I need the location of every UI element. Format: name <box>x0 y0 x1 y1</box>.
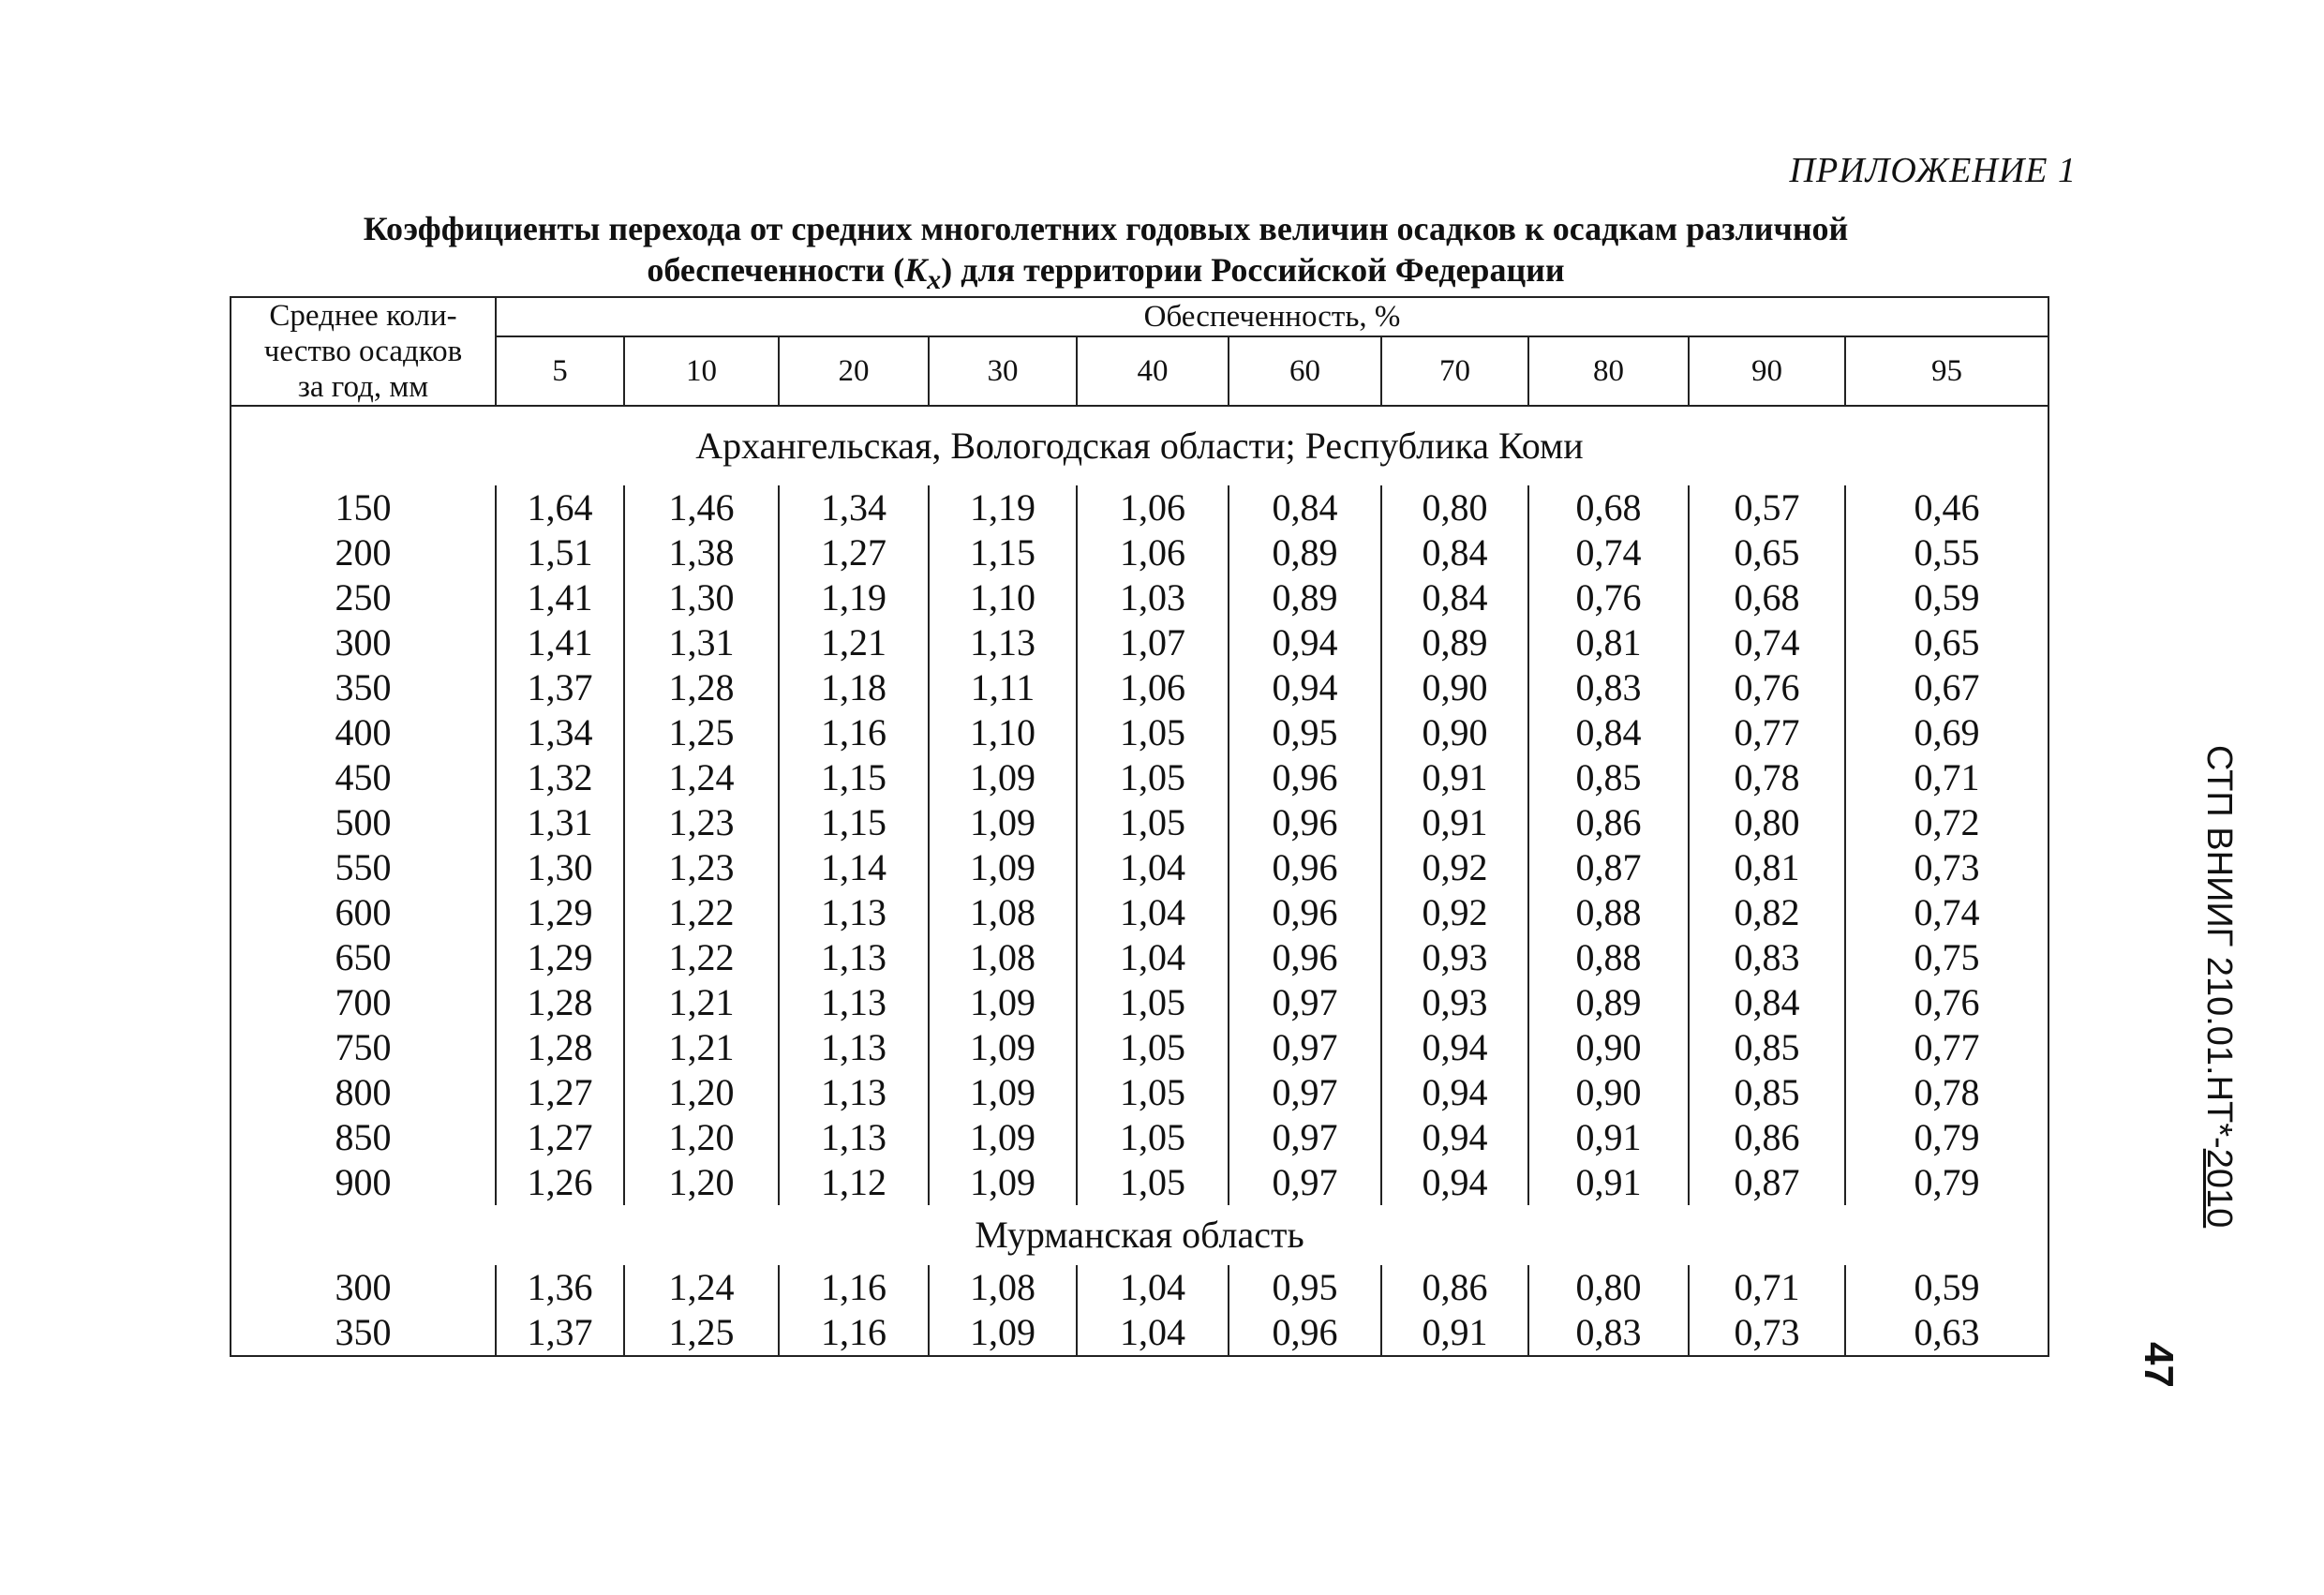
coefficient-cell: 0,92 <box>1381 890 1528 935</box>
coefficient-cell: 1,07 <box>1077 620 1229 665</box>
coefficient-cell: 1,05 <box>1077 800 1229 845</box>
coefficient-cell: 0,74 <box>1845 890 2048 935</box>
coefficient-cell: 0,71 <box>1845 755 2048 800</box>
coefficients-table <box>230 296 2049 1357</box>
coefficient-cell: 0,83 <box>1689 935 1845 980</box>
coefficient-cell: 0,97 <box>1229 1160 1381 1205</box>
coefficient-cell: 0,90 <box>1381 665 1528 710</box>
table-title <box>225 208 1987 301</box>
coefficient-cell: 1,09 <box>929 1310 1077 1356</box>
coefficient-cell: 0,81 <box>1689 845 1845 890</box>
coefficient-cell: 0,94 <box>1381 1115 1528 1160</box>
coefficient-cell: 0,90 <box>1381 710 1528 755</box>
coefficient-cell: 0,85 <box>1528 755 1689 800</box>
coefficient-cell: 0,85 <box>1689 1025 1845 1070</box>
coefficient-cell: 1,09 <box>929 1115 1077 1160</box>
coefficient-cell: 1,16 <box>779 1310 929 1356</box>
coefficient-cell: 0,94 <box>1229 620 1381 665</box>
coefficient-cell: 1,29 <box>496 890 624 935</box>
coefficient-cell: 0,94 <box>1381 1160 1528 1205</box>
coefficient-cell: 1,24 <box>624 755 779 800</box>
coefficient-cell: 1,12 <box>779 1160 929 1205</box>
coefficient-cell: 1,26 <box>496 1160 624 1205</box>
coefficient-cell: 1,05 <box>1077 1160 1229 1205</box>
coefficient-cell: 0,79 <box>1845 1115 2048 1160</box>
coefficient-cell: 0,65 <box>1689 530 1845 575</box>
coefficient-cell: 0,76 <box>1528 575 1689 620</box>
title-line-1: Коэффициенты перехода от средних многолетних годовых величин осадков к осадкам различной <box>363 210 1849 247</box>
table-row <box>231 845 2048 890</box>
table-row <box>231 710 2048 755</box>
coefficient-cell: 1,31 <box>624 620 779 665</box>
coefficient-cell: 1,05 <box>1077 1115 1229 1160</box>
coefficient-cell: 0,82 <box>1689 890 1845 935</box>
coefficient-cell: 1,05 <box>1077 1025 1229 1070</box>
coefficient-cell: 0,89 <box>1229 530 1381 575</box>
row-precipitation-value: 300 <box>335 621 392 663</box>
coefficient-cell: 0,95 <box>1229 710 1381 755</box>
coefficient-cell: 1,37 <box>496 1310 624 1356</box>
coefficient-cell: 0,96 <box>1229 890 1381 935</box>
header-col: 60 <box>1229 336 1381 406</box>
coefficient-cell: 1,10 <box>929 575 1077 620</box>
coefficient-cell: 0,89 <box>1528 980 1689 1025</box>
header-col: 90 <box>1689 336 1845 406</box>
coefficient-cell: 1,19 <box>779 575 929 620</box>
coefficient-cell: 1,64 <box>496 485 624 530</box>
table-row <box>231 800 2048 845</box>
coefficient-cell: 0,94 <box>1381 1025 1528 1070</box>
coefficient-cell: 0,83 <box>1528 665 1689 710</box>
coefficient-cell: 0,78 <box>1689 755 1845 800</box>
coefficient-cell: 1,13 <box>779 1115 929 1160</box>
coefficient-cell: 1,19 <box>929 485 1077 530</box>
table-row <box>231 890 2048 935</box>
coefficient-cell: 1,18 <box>779 665 929 710</box>
coefficient-cell: 1,09 <box>929 755 1077 800</box>
row-precipitation-value: 200 <box>335 531 392 574</box>
coefficient-cell: 1,15 <box>929 530 1077 575</box>
coefficient-cell: 0,76 <box>1689 665 1845 710</box>
coefficient-cell: 0,65 <box>1845 620 2048 665</box>
coefficient-cell: 1,22 <box>624 890 779 935</box>
coefficient-cell: 0,81 <box>1528 620 1689 665</box>
row-precipitation-value: 700 <box>335 981 392 1023</box>
table-row <box>231 530 2048 575</box>
coefficient-cell: 1,20 <box>624 1115 779 1160</box>
table-row <box>231 1160 2048 1205</box>
coefficient-cell: 1,16 <box>779 1265 929 1310</box>
coefficient-cell: 0,73 <box>1845 845 2048 890</box>
coefficient-cell: 1,04 <box>1077 845 1229 890</box>
coefficient-cell: 0,77 <box>1845 1025 2048 1070</box>
coefficient-cell: 1,16 <box>779 710 929 755</box>
coefficient-cell: 0,84 <box>1689 980 1845 1025</box>
coefficient-cell: 0,95 <box>1229 1265 1381 1310</box>
coefficient-cell: 0,97 <box>1229 1115 1381 1160</box>
page-number: 47 <box>2136 1342 2182 1388</box>
table-row <box>231 1265 2048 1310</box>
header-col: 70 <box>1381 336 1528 406</box>
coefficient-cell: 1,29 <box>496 935 624 980</box>
coefficient-cell: 1,06 <box>1077 485 1229 530</box>
header-col: 20 <box>779 336 929 406</box>
coefficient-cell: 0,73 <box>1689 1310 1845 1356</box>
coefficient-cell: 1,25 <box>624 710 779 755</box>
coefficient-cell: 1,04 <box>1077 1265 1229 1310</box>
coefficient-cell: 1,27 <box>496 1070 624 1115</box>
coefficient-cell: 0,85 <box>1689 1070 1845 1115</box>
coefficient-cell: 1,10 <box>929 710 1077 755</box>
coefficient-cell: 1,08 <box>929 935 1077 980</box>
coefficient-cell: 1,09 <box>929 800 1077 845</box>
coefficient-cell: 0,80 <box>1528 1265 1689 1310</box>
coefficient-cell: 0,79 <box>1845 1160 2048 1205</box>
coefficient-cell: 1,09 <box>929 1160 1077 1205</box>
coefficient-cell: 1,05 <box>1077 755 1229 800</box>
table-row <box>231 1070 2048 1115</box>
coefficient-cell: 1,28 <box>624 665 779 710</box>
region-row <box>231 1205 2048 1265</box>
row-precipitation-value: 300 <box>335 1266 392 1308</box>
coefficient-cell: 0,86 <box>1528 800 1689 845</box>
header-mean-precipitation: Среднее коли- чество осадков за год, мм <box>231 297 496 406</box>
coefficient-cell: 0,55 <box>1845 530 2048 575</box>
coefficient-cell: 1,46 <box>624 485 779 530</box>
table-row <box>231 1310 2048 1356</box>
coefficient-cell: 1,05 <box>1077 1070 1229 1115</box>
coefficient-cell: 1,09 <box>929 845 1077 890</box>
coefficient-cell: 1,23 <box>624 845 779 890</box>
coefficient-cell: 1,21 <box>624 1025 779 1070</box>
coefficient-cell: 1,09 <box>929 980 1077 1025</box>
table-row <box>231 665 2048 710</box>
coefficient-cell: 1,13 <box>779 935 929 980</box>
region-title: Архангельская, Вологодская области; Республика Коми <box>695 425 1584 467</box>
coefficient-cell: 1,20 <box>624 1160 779 1205</box>
coefficient-cell: 1,28 <box>496 980 624 1025</box>
coefficient-cell: 1,04 <box>1077 935 1229 980</box>
coefficient-cell: 1,03 <box>1077 575 1229 620</box>
coefficient-cell: 0,91 <box>1528 1115 1689 1160</box>
coefficient-cell: 0,72 <box>1845 800 2048 845</box>
coefficient-cell: 1,13 <box>779 1070 929 1115</box>
coefficient-cell: 0,74 <box>1528 530 1689 575</box>
coefficient-cell: 1,27 <box>779 530 929 575</box>
coefficient-cell: 0,97 <box>1229 1025 1381 1070</box>
region-row <box>231 406 2048 485</box>
coefficient-cell: 0,96 <box>1229 1310 1381 1356</box>
coefficient-cell: 1,11 <box>929 665 1077 710</box>
document-code-side: СТП ВНИИГ 210.01.НТ*-2010 <box>2199 745 2239 1229</box>
coefficient-cell: 0,83 <box>1528 1310 1689 1356</box>
coefficient-cell: 1,34 <box>779 485 929 530</box>
coefficient-cell: 0,88 <box>1528 890 1689 935</box>
table-row <box>231 935 2048 980</box>
coefficient-cell: 0,76 <box>1845 980 2048 1025</box>
coefficient-cell: 1,41 <box>496 620 624 665</box>
coefficient-cell: 0,96 <box>1229 800 1381 845</box>
table-row <box>231 980 2048 1025</box>
coefficient-cell: 1,05 <box>1077 980 1229 1025</box>
coefficient-cell: 1,24 <box>624 1265 779 1310</box>
coefficient-cell: 0,78 <box>1845 1070 2048 1115</box>
coefficient-cell: 1,21 <box>624 980 779 1025</box>
row-precipitation-value: 450 <box>335 756 392 798</box>
coefficient-cell: 1,20 <box>624 1070 779 1115</box>
row-precipitation-value: 800 <box>335 1071 392 1113</box>
coefficient-cell: 1,41 <box>496 575 624 620</box>
coefficient-cell: 0,80 <box>1381 485 1528 530</box>
coefficient-cell: 1,32 <box>496 755 624 800</box>
coefficient-cell: 0,59 <box>1845 575 2048 620</box>
coefficient-cell: 0,90 <box>1528 1070 1689 1115</box>
coefficient-cell: 0,91 <box>1381 800 1528 845</box>
header-col: 5 <box>496 336 624 406</box>
table-header <box>231 297 2048 406</box>
coefficient-cell: 1,34 <box>496 710 624 755</box>
coefficient-cell: 1,23 <box>624 800 779 845</box>
coefficient-cell: 0,84 <box>1381 575 1528 620</box>
coefficient-cell: 1,08 <box>929 1265 1077 1310</box>
coefficient-cell: 0,88 <box>1528 935 1689 980</box>
title-line-2: обеспеченности $(K_x)$ для территории Российской Федерации <box>647 251 1565 296</box>
row-precipitation-value: 350 <box>335 1311 392 1353</box>
coefficient-cell: 0,69 <box>1845 710 2048 755</box>
coefficient-cell: 1,28 <box>496 1025 624 1070</box>
row-precipitation-value: 900 <box>335 1161 392 1203</box>
coefficient-cell: 0,94 <box>1229 665 1381 710</box>
coefficient-cell: 0,97 <box>1229 1070 1381 1115</box>
row-precipitation-value: 350 <box>335 666 392 708</box>
coefficient-cell: 0,93 <box>1381 935 1528 980</box>
coefficient-cell: 0,86 <box>1381 1265 1528 1310</box>
coefficient-cell: 1,14 <box>779 845 929 890</box>
row-precipitation-value: 850 <box>335 1116 392 1158</box>
coefficient-cell: 1,27 <box>496 1115 624 1160</box>
coefficient-cell: 0,91 <box>1528 1160 1689 1205</box>
coefficient-cell: 0,91 <box>1381 755 1528 800</box>
coefficient-cell: 0,77 <box>1689 710 1845 755</box>
coefficient-cell: 0,63 <box>1845 1310 2048 1356</box>
coefficient-cell: 1,15 <box>779 800 929 845</box>
coefficient-cell: 0,68 <box>1689 575 1845 620</box>
coefficient-cell: 1,06 <box>1077 530 1229 575</box>
coefficient-cell: 1,09 <box>929 1070 1077 1115</box>
coefficient-cell: 1,30 <box>496 845 624 890</box>
coefficient-cell: 0,90 <box>1528 1025 1689 1070</box>
coefficient-cell: 0,75 <box>1845 935 2048 980</box>
coefficient-cell: 0,67 <box>1845 665 2048 710</box>
coefficient-cell: 0,74 <box>1689 620 1845 665</box>
coefficient-cell: 1,13 <box>929 620 1077 665</box>
row-precipitation-value: 750 <box>335 1026 392 1068</box>
coefficient-cell: 0,94 <box>1381 1070 1528 1115</box>
coefficient-cell: 0,80 <box>1689 800 1845 845</box>
coefficient-cell: 0,57 <box>1689 485 1845 530</box>
coefficient-cell: 0,86 <box>1689 1115 1845 1160</box>
coefficient-cell: 1,22 <box>624 935 779 980</box>
row-precipitation-value: 150 <box>335 486 392 529</box>
row-precipitation-value: 600 <box>335 891 392 933</box>
coefficient-cell: 0,46 <box>1845 485 2048 530</box>
table-row <box>231 485 2048 530</box>
coefficient-cell: 1,31 <box>496 800 624 845</box>
coefficient-cell: 1,04 <box>1077 1310 1229 1356</box>
coefficient-cell: 1,13 <box>779 890 929 935</box>
header-col: 40 <box>1077 336 1229 406</box>
row-precipitation-value: 400 <box>335 711 392 753</box>
coefficient-cell: 0,93 <box>1381 980 1528 1025</box>
coefficient-cell: 0,96 <box>1229 755 1381 800</box>
coefficient-cell: 1,38 <box>624 530 779 575</box>
coefficient-cell: 1,21 <box>779 620 929 665</box>
coefficient-cell: 0,92 <box>1381 845 1528 890</box>
coefficient-cell: 0,84 <box>1229 485 1381 530</box>
coefficient-cell: 0,96 <box>1229 845 1381 890</box>
coefficient-cell: 1,09 <box>929 1025 1077 1070</box>
coefficient-cell: 1,25 <box>624 1310 779 1356</box>
header-col: 80 <box>1528 336 1689 406</box>
row-precipitation-value: 550 <box>335 846 392 888</box>
header-col: 30 <box>929 336 1077 406</box>
coefficient-cell: 0,89 <box>1229 575 1381 620</box>
coefficient-cell: 0,97 <box>1229 980 1381 1025</box>
coefficient-cell: 0,96 <box>1229 935 1381 980</box>
row-precipitation-value: 650 <box>335 936 392 978</box>
row-precipitation-value: 500 <box>335 801 392 843</box>
coefficient-cell: 1,08 <box>929 890 1077 935</box>
table-row <box>231 755 2048 800</box>
header-col: 10 <box>624 336 779 406</box>
header-col: 95 <box>1845 336 2048 406</box>
coefficient-cell: 1,13 <box>779 1025 929 1070</box>
table-body <box>231 406 2048 1356</box>
coefficient-cell: 0,71 <box>1689 1265 1845 1310</box>
coefficient-cell: 1,13 <box>779 980 929 1025</box>
coefficient-cell: 1,36 <box>496 1265 624 1310</box>
appendix-label: ПРИЛОЖЕНИЕ 1 <box>1789 151 2077 190</box>
coefficient-cell: 1,15 <box>779 755 929 800</box>
header-probability-group: Обеспеченность, % <box>496 297 2048 336</box>
coefficient-cell: 0,91 <box>1381 1310 1528 1356</box>
coefficient-cell: 1,05 <box>1077 710 1229 755</box>
coefficient-cell: 1,37 <box>496 665 624 710</box>
coefficient-cell: 1,04 <box>1077 890 1229 935</box>
coefficient-cell: 0,87 <box>1528 845 1689 890</box>
table-row <box>231 620 2048 665</box>
coefficient-cell: 0,84 <box>1528 710 1689 755</box>
table-row <box>231 575 2048 620</box>
coefficient-cell: 0,84 <box>1381 530 1528 575</box>
row-precipitation-value: 250 <box>335 576 392 619</box>
coefficient-cell: 0,89 <box>1381 620 1528 665</box>
coefficient-cell: 1,30 <box>624 575 779 620</box>
coefficient-cell: 1,51 <box>496 530 624 575</box>
table-row <box>231 1115 2048 1160</box>
region-title: Мурманская область <box>975 1214 1304 1256</box>
table-row <box>231 1025 2048 1070</box>
coefficient-cell: 1,06 <box>1077 665 1229 710</box>
coefficient-cell: 0,87 <box>1689 1160 1845 1205</box>
coefficient-cell: 0,59 <box>1845 1265 2048 1310</box>
coefficient-cell: 0,68 <box>1528 485 1689 530</box>
